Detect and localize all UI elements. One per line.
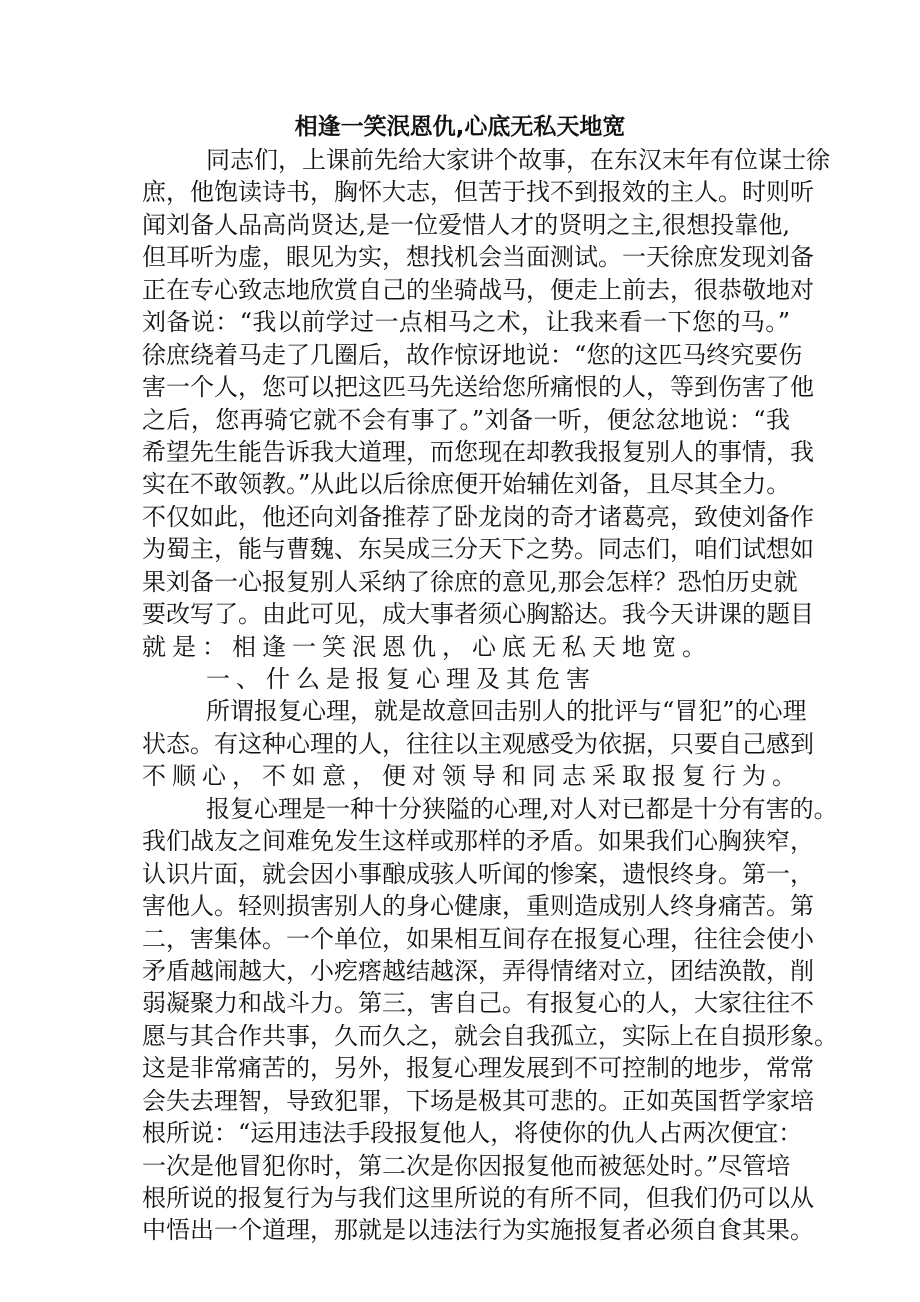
text-line: 中悟出一个道理，那就是以违法行为实施报复者必须自食其果。	[142, 1216, 814, 1245]
text-line: 状态。有这种心理的人，往往以主观感受为依据，只要自己感到	[142, 729, 814, 758]
text-line: 同志们，上课前先给大家讲个故事，在东汉末年有位谋士徐	[206, 146, 830, 174]
text-line: 实在不敢领教。”从此以后徐庶便开始辅佐刘备，且尽其全力。	[142, 470, 791, 499]
text-line: 愿与其合作共事，久而久之，就会自我孤立，实际上在自损形象。	[142, 1021, 838, 1050]
text-line: 报复心理是一种十分狭隘的心理,对人对已都是十分有害的。	[206, 794, 838, 823]
text-line: 不仅如此，他还向刘备推荐了卧龙岗的奇才诸葛亮，致使刘备作	[142, 502, 814, 531]
text-line: 害他人。轻则损害别人的身心健康，重则造成别人终身痛苦。第	[142, 892, 814, 921]
text-line: 之后，您再骑它就不会有事了。”刘备一听，便忿忿地说：“我	[142, 405, 790, 434]
document-title: 相逢一笑泯恩仇,心底无私天地宽	[294, 114, 626, 140]
text-line: 这是非常痛苦的，另外，报复心理发展到不可控制的地步，常常	[142, 1054, 814, 1083]
text-line: 弱凝聚力和战斗力。第三，害自己。有报复心的人，大家往往不	[142, 989, 814, 1018]
text-line: 一、什么是报复心理及其危害	[206, 665, 596, 693]
text-line: 刘备说：“我以前学过一点相马之术，让我来看一下您的马。”	[142, 308, 790, 337]
text-line: 要改写了。由此可见，成大事者须心胸豁达。我今天讲课的题目	[142, 600, 814, 629]
text-line: 但耳听为虚，眼见为实，想找机会当面测试。一天徐庶发现刘备	[142, 243, 814, 272]
text-line: 一次是他冒犯你时，第二次是你因报复他而被惩处时。”尽管培	[142, 1151, 791, 1180]
document-body	[142, 144, 838, 1247]
text-line: 根所说：“运用违法手段报复他人，将使你的仇人占两次便宜：	[142, 1119, 803, 1148]
text-line: 为蜀主，能与曹魏、东吴成三分天下之势。同志们，咱们试想如	[142, 535, 814, 564]
text-line: 希望先生能告诉我大道理，而您现在却教我报复别人的事情，我	[142, 437, 814, 466]
paragraph	[142, 695, 814, 792]
text-line: 我们战友之间难免发生这样或那样的矛盾。如果我们心胸狭窄，	[142, 827, 814, 856]
text-line: 根所说的报复行为与我们这里所说的有所不同，但我们仍可以从	[142, 1184, 814, 1212]
paragraph	[142, 793, 838, 1247]
text-line: 庶，他饱读诗书，胸怀大志，但苦于找不到报效的主人。时则听	[142, 178, 814, 207]
text-line: 矛盾越闹越大，小疙瘩越结越深，弄得情绪对立，团结涣散，削	[142, 956, 814, 985]
text-line: 正在专心致志地欣赏自己的坐骑战马，便走上前去，很恭敬地对	[142, 275, 814, 304]
text-line: 果刘备一心报复别人采纳了徐庶的意见,那会怎样？恐怕历史就	[142, 567, 798, 596]
text-line: 认识片面，就会因小事酿成骇人听闻的惨案，遗恨终身。第一，	[142, 859, 814, 888]
paragraph	[142, 144, 830, 663]
section-heading	[142, 663, 790, 695]
text-line: 害一个人，您可以把这匹马先送给您所痛恨的人，等到伤害了他	[142, 373, 814, 402]
text-line: 所谓报复心理，就是故意回击别人的批评与“冒犯”的心理	[206, 697, 807, 726]
text-line: 就是：相逢一笑泯恩仇，心底无私天地宽。	[142, 632, 712, 661]
text-line: 徐庶绕着马走了几圈后，故作惊讶地说：“您的这匹马终究要伤	[142, 340, 803, 369]
text-line: 不顺心，不如意，便对领导和同志采取报复行为。	[142, 762, 802, 791]
text-line: 会失去理智，导致犯罪，下场是极其可悲的。正如英国哲学家培	[142, 1086, 814, 1115]
text-line: 二，害集体。一个单位，如果相互间存在报复心理，往往会使小	[142, 924, 814, 953]
text-line: 闻刘备人品高尚贤达,是一位爱惜人才的贤明之主,很想投靠他,	[142, 210, 790, 239]
